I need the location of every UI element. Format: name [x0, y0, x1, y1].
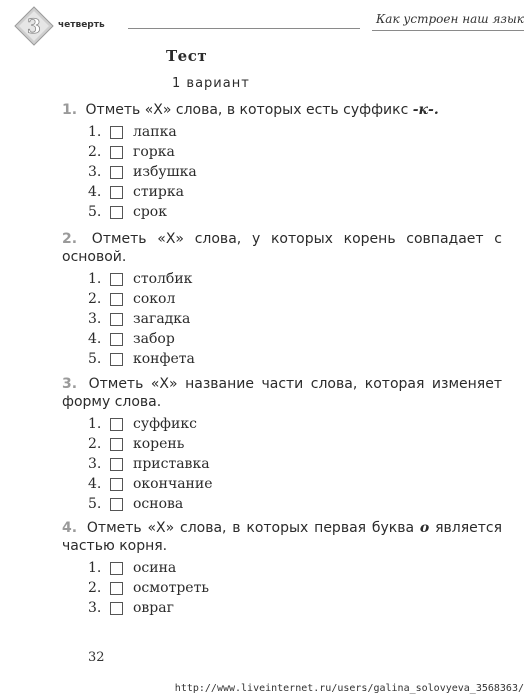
answer-checkbox[interactable]	[110, 273, 123, 286]
suffix-k: -к-.	[412, 102, 439, 118]
answer-checkbox[interactable]	[110, 353, 123, 366]
question-prompt-continued: является частью корня.	[62, 520, 503, 554]
option-item	[88, 434, 502, 454]
section-title-underline	[372, 30, 524, 31]
option-number: 2.	[88, 144, 102, 160]
option-number: 5.	[88, 351, 102, 367]
option-number: 4.	[88, 331, 102, 347]
option-number: 3.	[88, 600, 102, 616]
option-item	[88, 162, 502, 182]
header-divider	[128, 28, 360, 29]
option-word: забор	[133, 331, 175, 347]
option-number: 2.	[88, 580, 102, 596]
option-number: 1.	[88, 416, 102, 432]
question-4	[62, 519, 502, 618]
option-number: 2.	[88, 291, 102, 307]
options-list	[62, 122, 502, 222]
option-number: 3.	[88, 311, 102, 327]
option-number: 3.	[88, 456, 102, 472]
option-item	[88, 454, 502, 474]
option-item	[88, 142, 502, 162]
question-text	[62, 230, 502, 266]
option-number: 3.	[88, 164, 102, 180]
question-number: 3.	[62, 376, 78, 392]
variant-label: 1 вариант	[172, 76, 250, 91]
option-number: 1.	[88, 560, 102, 576]
option-number: 5.	[88, 496, 102, 512]
option-word: избушка	[133, 164, 197, 180]
option-word: окончание	[133, 476, 213, 492]
option-number: 4.	[88, 476, 102, 492]
option-item	[88, 598, 502, 618]
section-title: Как устроен наш язык	[376, 12, 524, 26]
option-item	[88, 558, 502, 578]
options-list	[62, 269, 502, 369]
option-item	[88, 269, 502, 289]
option-number: 1.	[88, 124, 102, 140]
option-item	[88, 182, 502, 202]
question-2	[62, 230, 502, 369]
answer-checkbox[interactable]	[110, 582, 123, 595]
question-number: 4.	[62, 520, 78, 536]
question-prompt: Отметь «X» слова, в которых есть суффикс	[85, 102, 409, 118]
question-number: 1.	[62, 102, 78, 118]
answer-checkbox[interactable]	[110, 562, 123, 575]
option-word: горка	[133, 144, 175, 160]
answer-checkbox[interactable]	[110, 602, 123, 615]
option-word: основа	[133, 496, 184, 512]
test-title: Тест	[166, 47, 208, 65]
option-word: сокол	[133, 291, 176, 307]
question-prompt: Отметь «X» название части слова, которая изменяет форму слова.	[62, 376, 502, 410]
answer-checkbox[interactable]	[110, 418, 123, 431]
option-word: конфета	[133, 351, 195, 367]
option-item	[88, 494, 502, 514]
question-text	[62, 375, 502, 411]
answer-checkbox[interactable]	[110, 126, 123, 139]
answer-checkbox[interactable]	[110, 293, 123, 306]
option-word: суффикс	[133, 416, 197, 432]
answer-checkbox[interactable]	[110, 498, 123, 511]
options-list	[62, 558, 502, 618]
answer-checkbox[interactable]	[110, 166, 123, 179]
option-item	[88, 289, 502, 309]
question-number: 2.	[62, 231, 78, 247]
option-item	[88, 349, 502, 369]
option-word: срок	[133, 204, 167, 220]
option-word: корень	[133, 436, 185, 452]
option-word: лапка	[133, 124, 177, 140]
option-word: стирка	[133, 184, 184, 200]
option-item	[88, 414, 502, 434]
option-item	[88, 309, 502, 329]
question-text	[62, 519, 502, 555]
option-item	[88, 329, 502, 349]
option-number: 4.	[88, 184, 102, 200]
option-word: осина	[133, 560, 177, 576]
answer-checkbox[interactable]	[110, 146, 123, 159]
option-word: столбик	[133, 271, 193, 287]
answer-checkbox[interactable]	[110, 186, 123, 199]
question-prompt: Отметь «X» слова, у которых корень совпадает с основой.	[62, 231, 502, 265]
option-item	[88, 202, 502, 222]
question-text	[62, 101, 502, 119]
question-1	[62, 101, 502, 222]
quarter-label: четверть	[58, 20, 105, 30]
answer-checkbox[interactable]	[110, 438, 123, 451]
option-word: овраг	[133, 600, 174, 616]
question-prompt: Отметь «X» слова, в которых первая буква	[86, 520, 415, 536]
quarter-badge-icon	[14, 6, 54, 46]
option-number: 2.	[88, 436, 102, 452]
option-number: 5.	[88, 204, 102, 220]
answer-checkbox[interactable]	[110, 458, 123, 471]
option-number: 1.	[88, 271, 102, 287]
option-word: осмотреть	[133, 580, 209, 596]
answer-checkbox[interactable]	[110, 478, 123, 491]
question-3	[62, 375, 502, 514]
answer-checkbox[interactable]	[110, 333, 123, 346]
quarter-number: 3	[27, 14, 41, 38]
page-number: 32	[88, 650, 105, 665]
option-item	[88, 474, 502, 494]
answer-checkbox[interactable]	[110, 206, 123, 219]
answer-checkbox[interactable]	[110, 313, 123, 326]
options-list	[62, 414, 502, 514]
option-word: загадка	[133, 311, 191, 327]
option-word: приставка	[133, 456, 210, 472]
option-item	[88, 122, 502, 142]
source-watermark: http://www.liveinternet.ru/users/galina_solovyeva_3568363/	[174, 683, 524, 694]
page-header	[0, 0, 530, 48]
letter-o: о	[419, 520, 430, 536]
option-item	[88, 578, 502, 598]
